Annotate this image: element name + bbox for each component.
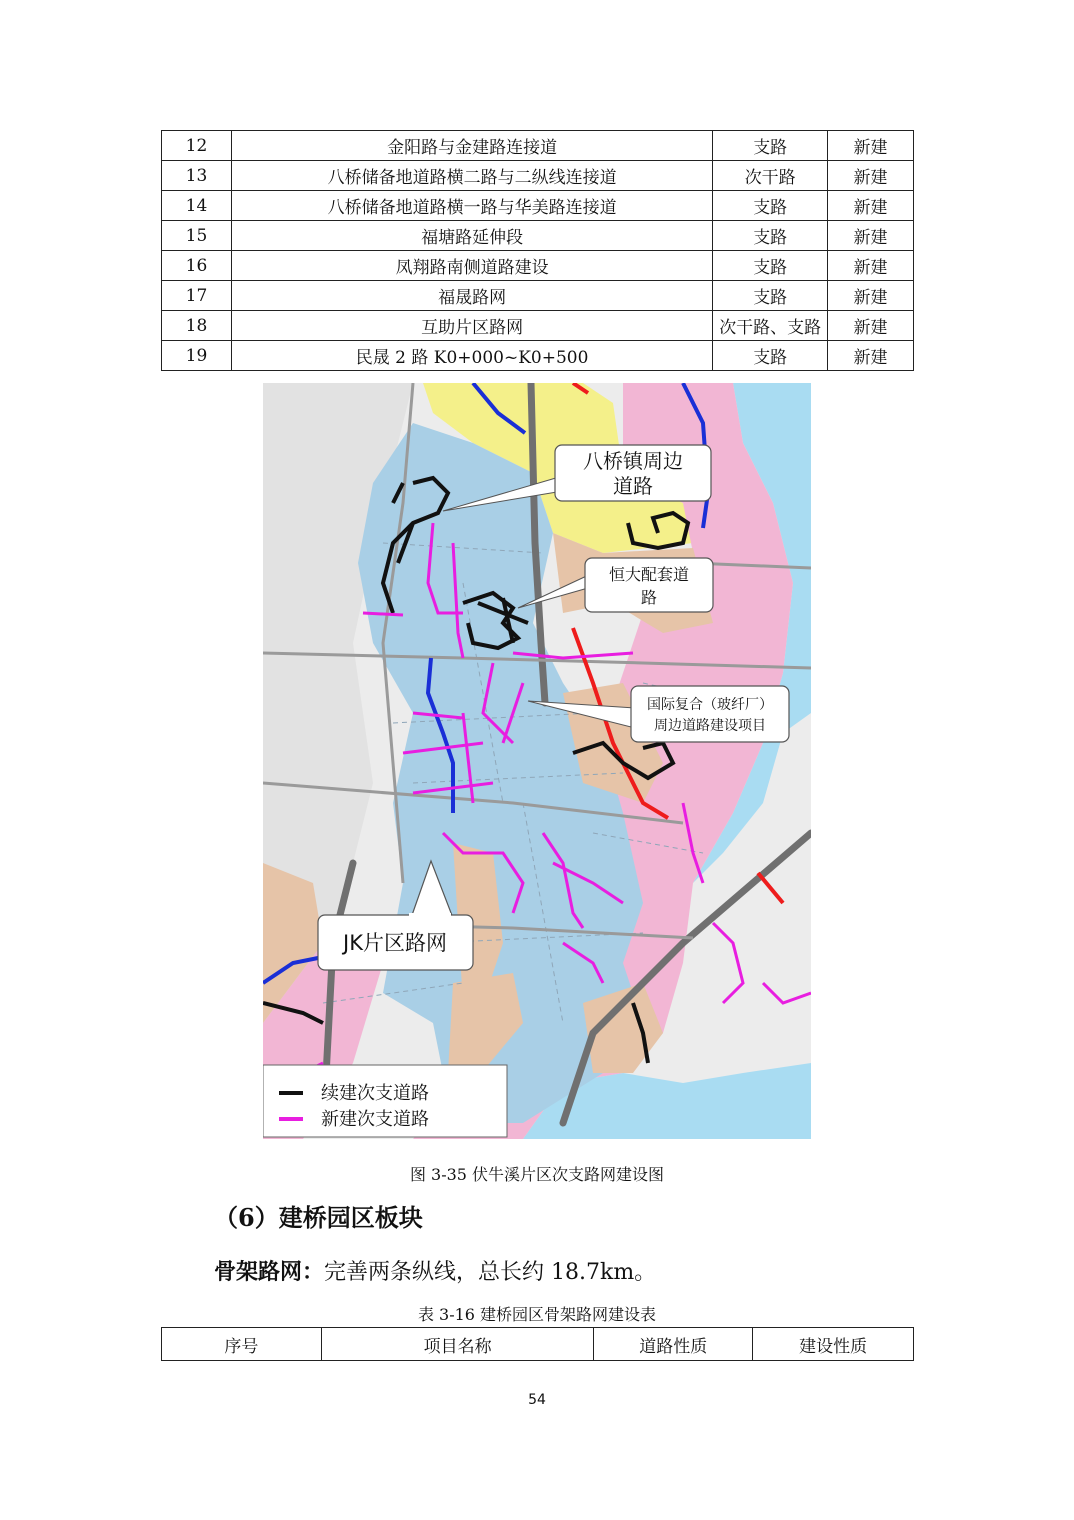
legend-label-continue: 续建次支道路 xyxy=(321,1083,429,1104)
cell-no: 18 xyxy=(162,311,232,341)
callout-guoji-line2: 周边道路建设项目 xyxy=(654,718,766,734)
cell-no: 19 xyxy=(162,341,232,371)
cell-type: 支路 xyxy=(713,131,828,161)
table-row xyxy=(162,191,914,221)
paragraph-bold-lead: 骨架路网： xyxy=(214,1259,325,1285)
cell-nature: 新建 xyxy=(828,221,914,251)
callout-baqiao-line1: 八桥镇周边 xyxy=(583,449,683,473)
table-caption: 表 3-16 建桥园区骨架路网建设表 xyxy=(417,1305,657,1324)
page-number: 54 xyxy=(528,1392,546,1408)
legend-label-new: 新建次支道路 xyxy=(321,1109,429,1130)
header-name: 项目名称 xyxy=(321,1328,594,1361)
cell-name: 八桥储备地道路横一路与华美路连接道 xyxy=(231,191,712,221)
table-row xyxy=(162,311,914,341)
cell-nature: 新建 xyxy=(828,311,914,341)
cell-type: 支路 xyxy=(713,341,828,371)
header-no: 序号 xyxy=(162,1328,322,1361)
cell-name: 福晟路网 xyxy=(231,281,712,311)
table-row xyxy=(162,131,914,161)
cell-nature: 新建 xyxy=(828,251,914,281)
callout-baqiao-line2: 道路 xyxy=(613,474,653,498)
section-heading: （6）建桥园区板块 xyxy=(214,1203,423,1232)
paragraph-text: 完善两条纵线，总长约 18.7km。 xyxy=(324,1260,657,1285)
skeleton-road-table xyxy=(161,1327,914,1361)
cell-name: 金阳路与金建路连接道 xyxy=(231,131,712,161)
project-table-continued xyxy=(161,130,914,371)
table-row xyxy=(162,281,914,311)
cell-no: 13 xyxy=(162,161,232,191)
callout-hengda-line2: 路 xyxy=(640,588,658,607)
cell-type: 次干路、支路 xyxy=(713,311,828,341)
cell-name: 民晟 2 路 K0+000~K0+500 xyxy=(231,341,712,371)
body-paragraph xyxy=(214,1255,656,1286)
cell-type: 支路 xyxy=(713,281,828,311)
table-row xyxy=(162,161,914,191)
cell-name: 福塘路延伸段 xyxy=(231,221,712,251)
cell-no: 17 xyxy=(162,281,232,311)
cell-name: 八桥储备地道路横二路与二纵线连接道 xyxy=(231,161,712,191)
cell-name: 互助片区路网 xyxy=(231,311,712,341)
cell-nature: 新建 xyxy=(828,131,914,161)
cell-no: 16 xyxy=(162,251,232,281)
table-row xyxy=(162,221,914,251)
cell-type: 支路 xyxy=(713,221,828,251)
cell-no: 15 xyxy=(162,221,232,251)
cell-no: 14 xyxy=(162,191,232,221)
cell-no: 12 xyxy=(162,131,232,161)
callout-jk-text: JK片区路网 xyxy=(343,931,447,955)
callout-hengda-line1: 恒大配套道 xyxy=(608,565,690,584)
cell-nature: 新建 xyxy=(828,281,914,311)
cell-type: 次干路 xyxy=(713,161,828,191)
map-legend xyxy=(263,1065,507,1137)
cell-type: 支路 xyxy=(713,191,828,221)
figure-caption: 图 3-35 伏牛溪片区次支路网建设图 xyxy=(409,1165,665,1184)
header-type: 道路性质 xyxy=(594,1328,753,1361)
table-row xyxy=(162,251,914,281)
cell-name: 凤翔路南侧道路建设 xyxy=(231,251,712,281)
cell-nature: 新建 xyxy=(828,161,914,191)
header-nature: 建设性质 xyxy=(753,1328,914,1361)
road-network-map xyxy=(263,383,811,1139)
cell-nature: 新建 xyxy=(828,341,914,371)
cell-nature: 新建 xyxy=(828,191,914,221)
table-row xyxy=(162,341,914,371)
project-table-body xyxy=(162,131,914,371)
cell-type: 支路 xyxy=(713,251,828,281)
callout-guoji-line1: 国际复合（玻纤厂） xyxy=(647,697,773,713)
table-header-row xyxy=(162,1328,914,1361)
